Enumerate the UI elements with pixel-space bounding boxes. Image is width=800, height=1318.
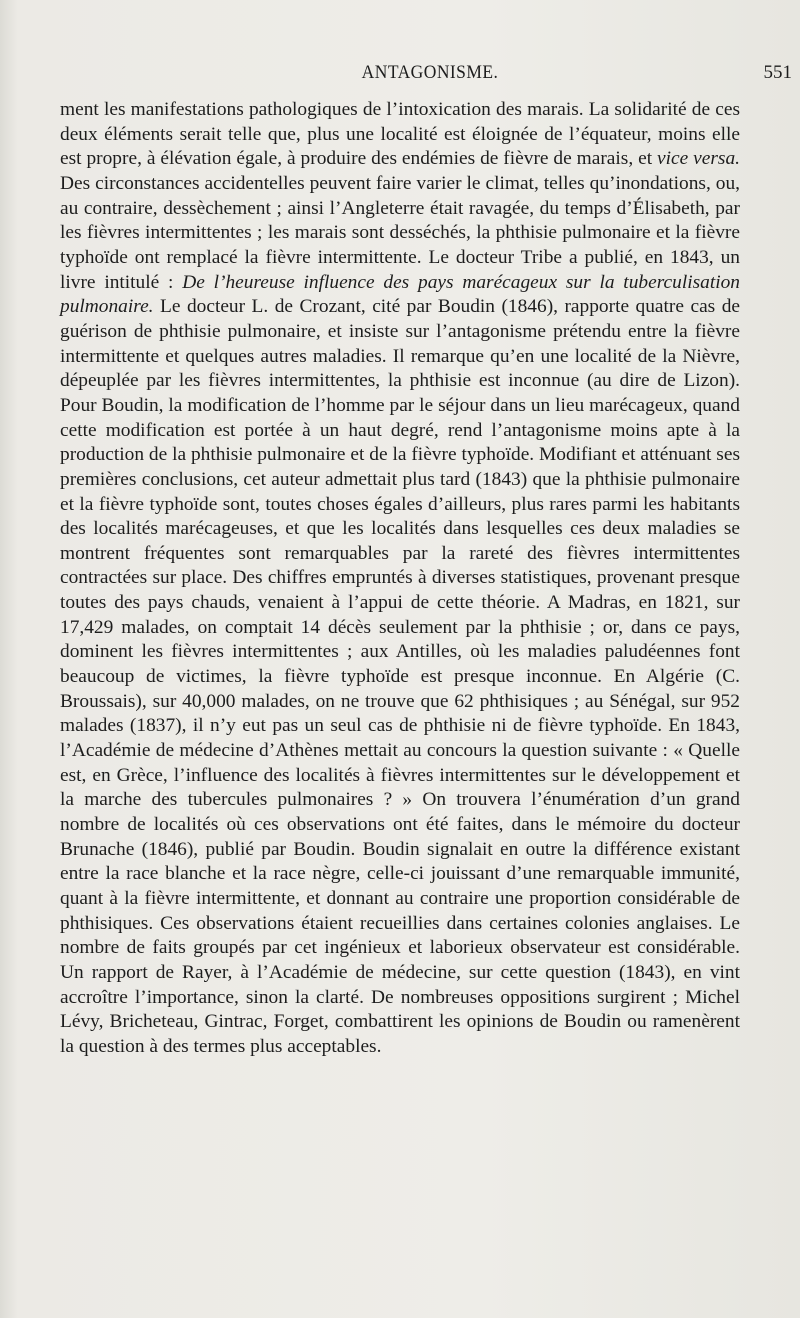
- body-text: [60, 98, 740, 1060]
- italic-phrase: vice versa.: [657, 148, 741, 170]
- page-number: 551: [763, 62, 792, 83]
- text-run: ment les manifestations pathologiques de l’intoxication des marais. La solidarité de ces deux éléments serait telle que, plus une localité est éloignée de l’équateur, moins elle est propre, à élévation égale, à produire des endémies de fièvre de marais, et: [60, 99, 740, 170]
- running-title: ANTAGONISME.: [361, 62, 499, 83]
- text-run: Le docteur L. de Crozant, cité par Boudin (1846), rapporte quatre cas de guérison de phthisie pulmonaire, et insiste sur l’antagonisme prétendu entre la fièvre intermittente et quelques autres maladies. Il remarque qu’en une localité de la Nièvre, dépeuplée par les fièvres intermittentes, la phthisie est inconnue (au dire de Lizon). Pour Boudin, la modification de l’homme par le séjour dans un lieu marécageux, quand cette modification est portée à un haut degré, rend l’antagonisme moins apte à la production de la phthisie pulmonaire et de la fièvre typhoïde. Modifiant et atténuant ses premières conclusions, cet auteur admettait plus tard (1843) que la phthisie pulmonaire et la fièvre typhoïde sont, toutes choses égales d’ailleurs, plus rares parmi les habitants des localités marécageuses, et que les localités dans lesquelles ces deux maladies se montrent fréquentes sont remarquables par la rareté des fièvres intermittentes contractées sur place. Des chiffres empruntés à diverses statistiques, provenant presque toutes des pays chauds, venaient à l’appui de cette théorie. A Madras, en 1821, sur 17,429 malades, on comptait 14 décès seulement par la phthisie ; or, dans ce pays, dominent les fièvres intermittentes ; aux Antilles, où les maladies paludéennes font beaucoup de victimes, la fièvre typhoïde est presque inconnue. En Algérie (C. Broussais), sur 40,000 malades, on ne trouve que 62 phthisiques ; au Sénégal, sur 952 malades (1837), il n’y eut pas un seul cas de phthisie ni de fièvre typhoïde. En 1843, l’Académie de médecine d’Athènes mettait au concours la question suivante : « Quelle est, en Grèce, l’influence des localités à fièvres intermittentes sur le développement et la marche des tubercules pulmonaires ? » On trouvera l’énumération d’un grand nombre de localités où ces observations ont été faites, dans le mémoire du docteur Brunache (1846), publié par Boudin. Boudin signalait en outre la différence existant entre la race blanche et la race nègre, celle-ci jouissant d’une remarquable immunité, quant à la fièvre intermittente, et donnant au contraire une proportion considérable de phthisiques. Ces observations étaient recueillies dans certaines colonies anglaises. Le nombre de faits groupés par cet ingénieux et laborieux observateur est considérable. Un rapport de Rayer, à l’Académie de médecine, sur cette question (1843), en vint accroître l’importance, sinon la clarté. De nombreuses oppositions surgirent ; Michel Lévy, Bricheteau, Gintrac, Forget, combattirent les opinions de Boudin ou ramenèrent la question à des termes plus acceptables.: [60, 296, 740, 1057]
- text-run: Des circonstances accidentelles peuvent faire varier le climat, telles qu’inondations, ou, au contraire, dessèchement ; ainsi l’Angleterre était ravagée, du temps d’Élisabeth, par les fièvres intermittentes ; les marais sont desséchés, la phthisie pulmonaire et la fièvre typhoïde ont remplacé la fièvre intermittente. Le docteur Tribe a publié, en 1843, un livre intitulé :: [60, 172, 740, 293]
- page-header: [60, 58, 800, 94]
- book-title-italic: De l’heureuse influence des pays marécageux sur la tuberculisation pulmonaire.: [60, 271, 740, 318]
- paragraph: [60, 98, 740, 1060]
